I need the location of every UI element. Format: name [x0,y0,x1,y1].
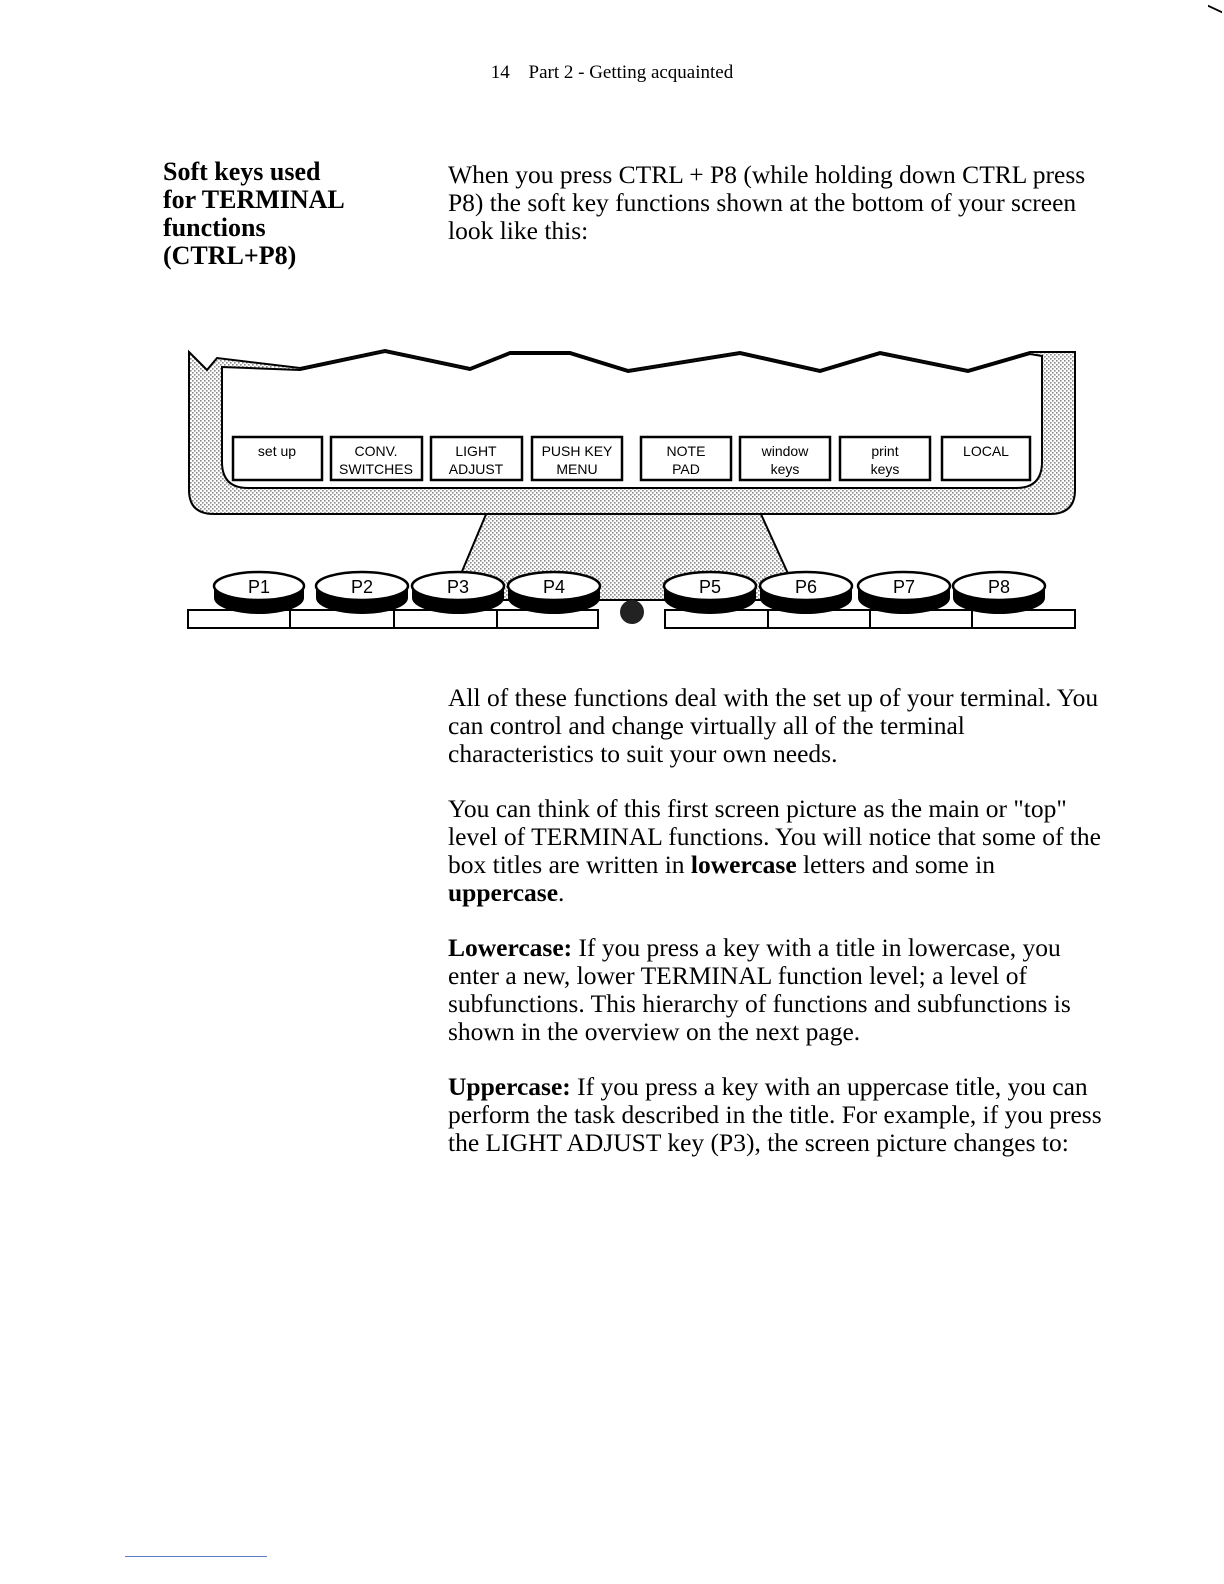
soft-key-7 [840,437,930,480]
paragraph-text [448,934,1108,1046]
physical-key-label: P8 [987,577,1011,597]
paragraph-text [448,1073,1108,1157]
physical-key-label: P6 [794,577,818,597]
physical-key-p6 [760,572,852,614]
text-run: . [558,878,565,907]
side-heading-line: for TERMINAL [163,185,345,214]
soft-key-4 [532,437,622,480]
soft-key-2 [331,437,422,480]
text-run: If you press a key with a title in lowercase, you enter a new, lower TERMINAL function level; a level of subfunctions. This hierarchy of functions and subfunctions is shown in the overview on the next page. [448,933,1071,1046]
physical-key-label: P3 [446,577,470,597]
soft-key-3 [431,437,522,480]
physical-key-label: P5 [698,577,722,597]
physical-key-label: P7 [892,577,916,597]
physical-key-label: P1 [247,577,271,597]
text-run: letters and some in [796,850,995,879]
text-run: If you press a key with an uppercase title, you can perform the task described in the title. For example, if you press the LIGHT ADJUST key (P3), the screen picture changes to: [448,1072,1102,1157]
paragraph-top-level [448,795,1108,907]
terminal-softkey-figure [0,0,1224,660]
center-button-icon [620,600,644,624]
paragraph-label: Lowercase: [448,933,573,962]
text-run: You can think of this first screen picture as the main or "top" level of TERMINAL functions. You will notice that some of the box titles are written in [448,794,1102,879]
soft-key-label: NOTE [666,443,706,459]
physical-key-label: P4 [542,577,566,597]
side-heading-line: Soft keys used [163,157,321,186]
footer-rule [125,1556,267,1557]
paragraph-lowercase [448,934,1108,1046]
soft-key-label: window [761,443,809,459]
soft-key-5 [641,437,731,480]
soft-key-label: PUSH KEY [541,443,613,459]
paragraph-text: All of these functions deal with the set up of your terminal. You can control and change virtually all of the terminal characteristics to suit your own needs. [448,683,1099,768]
soft-key-label: set up [257,443,297,459]
intro-text: When you press CTRL + P8 (while holding down CTRL press P8) the soft key functions shown at the bottom of your screen look like this: [448,160,1086,245]
physical-key-p1 [214,572,304,614]
soft-key-label: print [871,443,899,459]
physical-key-p7 [858,572,950,614]
soft-key-label: PAD [672,461,700,477]
paragraph-setup [448,684,1108,768]
soft-key-label: LOCAL [963,443,1009,459]
physical-key-p2 [316,572,408,614]
paragraph-text [448,795,1108,907]
soft-key-label: MENU [556,461,598,477]
bold-term-lowercase: lowercase [690,850,797,879]
soft-key-label: LIGHT [455,443,497,459]
soft-key-label: ADJUST [448,461,504,477]
soft-key-label: keys [770,461,800,477]
soft-key-label: CONV. [354,443,398,459]
physical-key-p5 [664,572,756,614]
running-head-title: Part 2 - Getting acquainted [528,62,734,83]
side-heading-line: functions [163,213,266,242]
physical-key-label: P2 [350,577,374,597]
soft-key-6 [740,437,830,480]
physical-key-p4 [508,572,600,614]
soft-key-label: keys [870,461,900,477]
paragraph-uppercase [448,1073,1108,1157]
side-heading-line: (CTRL+P8) [163,241,297,270]
bold-term-uppercase: uppercase [448,878,559,907]
paragraph-label: Uppercase: [448,1072,571,1101]
soft-key-8 [942,437,1030,480]
physical-key-p3 [412,572,504,614]
soft-key-1 [233,437,322,480]
soft-key-label: SWITCHES [339,461,413,477]
page-number: 14 [490,62,510,83]
physical-key-p8 [953,572,1045,614]
